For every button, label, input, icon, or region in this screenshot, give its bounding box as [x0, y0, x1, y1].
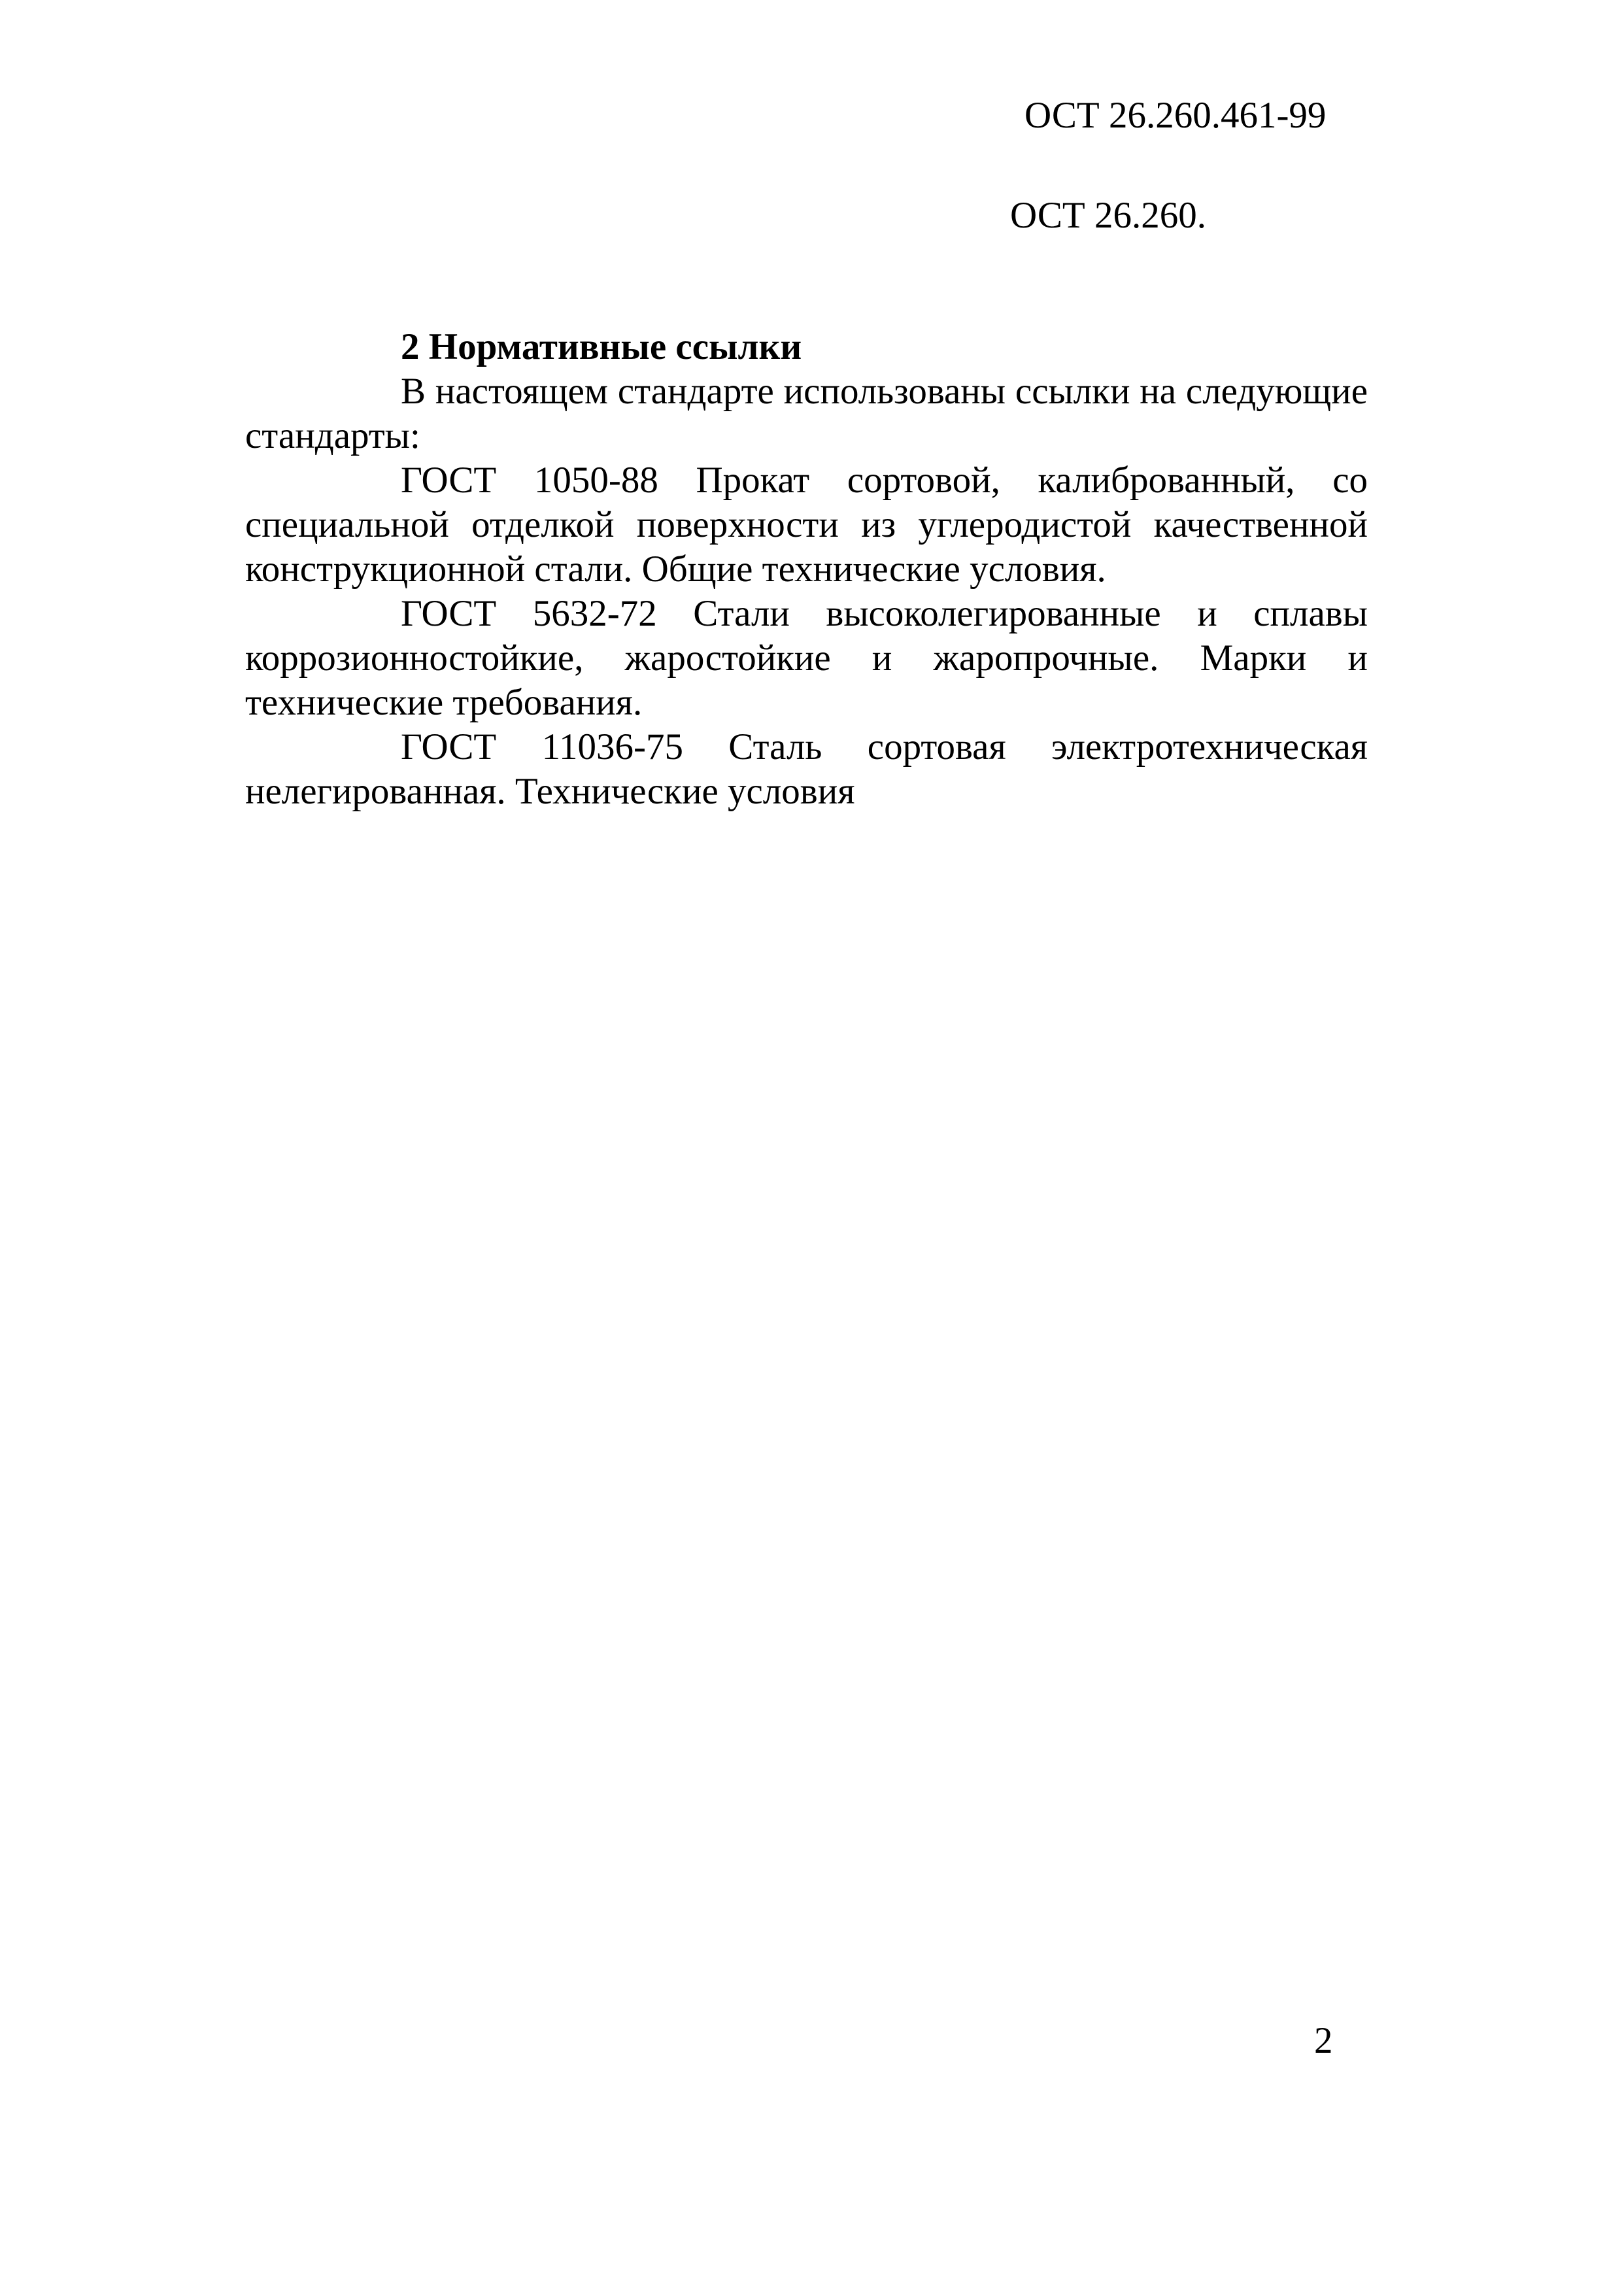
reference-gost-5632: ГОСТ 5632-72 Стали высоколегированные и сплавы коррозионностойкие, жаростойкие и жаропрочные. Марки и технические требования.	[245, 593, 1368, 723]
section-normative-references	[245, 325, 1368, 814]
page-number: 2	[1314, 2020, 1333, 2061]
document-code-partial: ОСТ 26.260.	[1010, 195, 1206, 236]
section-heading: 2 Нормативные ссылки	[401, 326, 802, 367]
intro-paragraph: В настоящем стандарте использованы ссылки на следующие стандарты:	[245, 371, 1368, 456]
reference-gost-1050: ГОСТ 1050-88 Прокат сортовой, калиброванный, со специальной отделкой поверхности из углеродистой качественной конструкционной стали. Общие технические условия.	[245, 460, 1368, 590]
reference-gost-11036: ГОСТ 11036-75 Сталь сортовая электротехническая нелегированная. Технические условия	[245, 726, 1368, 812]
document-code-header: ОСТ 26.260.461-99	[1024, 95, 1327, 136]
